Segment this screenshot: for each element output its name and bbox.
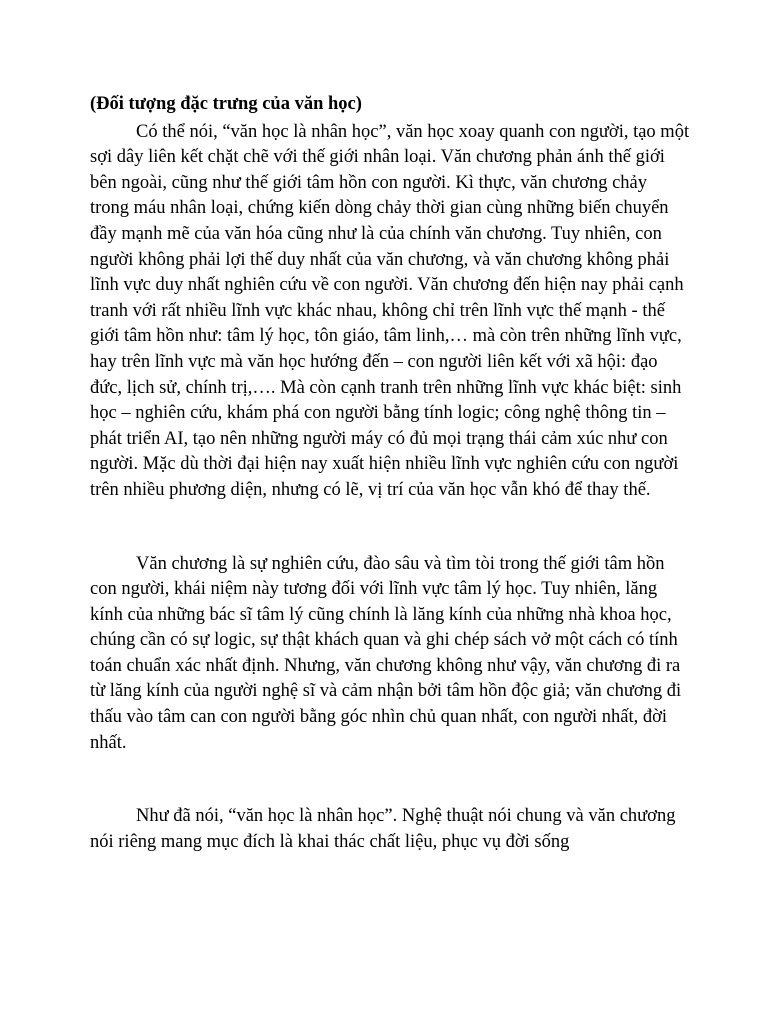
document-page [90,92,690,855]
paragraph-1: Có thể nói, “văn học là nhân học”, văn học xoay quanh con người, tạo một sợi dây liên kết chặt chẽ với thế giới nhân loại. Văn chương phản ánh thế giới bên ngoài, cũng như thế giới tâm hồn con người. Kì thực, văn chương chảy trong máu nhân loại, chứng kiến dòng chảy thời gian cùng những biến chuyển đầy mạnh mẽ của văn hóa cũng như là của chính văn chương. Tuy nhiên, con người không phải lợi thế duy nhất của văn chương, và văn chương không phải lĩnh vực duy nhất nghiên cứu về con người. Văn chương đến hiện nay phải cạnh tranh với rất nhiều lĩnh vực khác nhau, không chỉ trên lĩnh vực thế mạnh - thế giới tâm hồn như: tâm lý học, tôn giáo, tâm linh,… mà còn trên những lĩnh vực, hay trên lĩnh vực mà văn học hướng đến – con người liên kết với xã hội: đạo đức, lịch sử, chính trị,…. Mà còn cạnh tranh trên những lĩnh vực khác biệt: sinh học – nghiên cứu, khám phá con người bằng tính logic; công nghệ thông tin – phát triển AI, tạo nên những người máy có đủ mọi trạng thái cảm xúc như con người. Mặc dù thời đại hiện nay xuất hiện nhiều lĩnh vực nghiên cứu con người trên nhiều phương diện, nhưng có lẽ, vị trí của văn học vẫn khó để thay thế. [90,121,690,500]
paragraph-3: Như đã nói, “văn học là nhân học”. Nghệ thuật nói chung và văn chương nói riêng mang mục đích là khai thác chất liệu, phục vụ đời sống [90,806,676,852]
document-heading: (Đối tượng đặc trưng của văn học) [90,94,362,114]
paragraph-2: Văn chương là sự nghiên cứu, đào sâu và tìm tòi trong thế giới tâm hồn con người, khái niệm này tương đối với lĩnh vực tâm lý học. Tuy nhiên, lăng kính của những bác sĩ tâm lý cũng chính là lăng kính của những nhà khoa học, chúng cần có sự logic, sự thật khách quan và ghi chép sách vở một cách có tính toán chuẩn xác nhất định. Nhưng, văn chương không như vậy, văn chương đi ra từ lăng kính của người nghệ sĩ và cảm nhận bởi tâm hồn độc giả; văn chương đi thấu vào tâm can con người bằng góc nhìn chủ quan nhất, con người nhất, đời nhất. [90,553,682,753]
